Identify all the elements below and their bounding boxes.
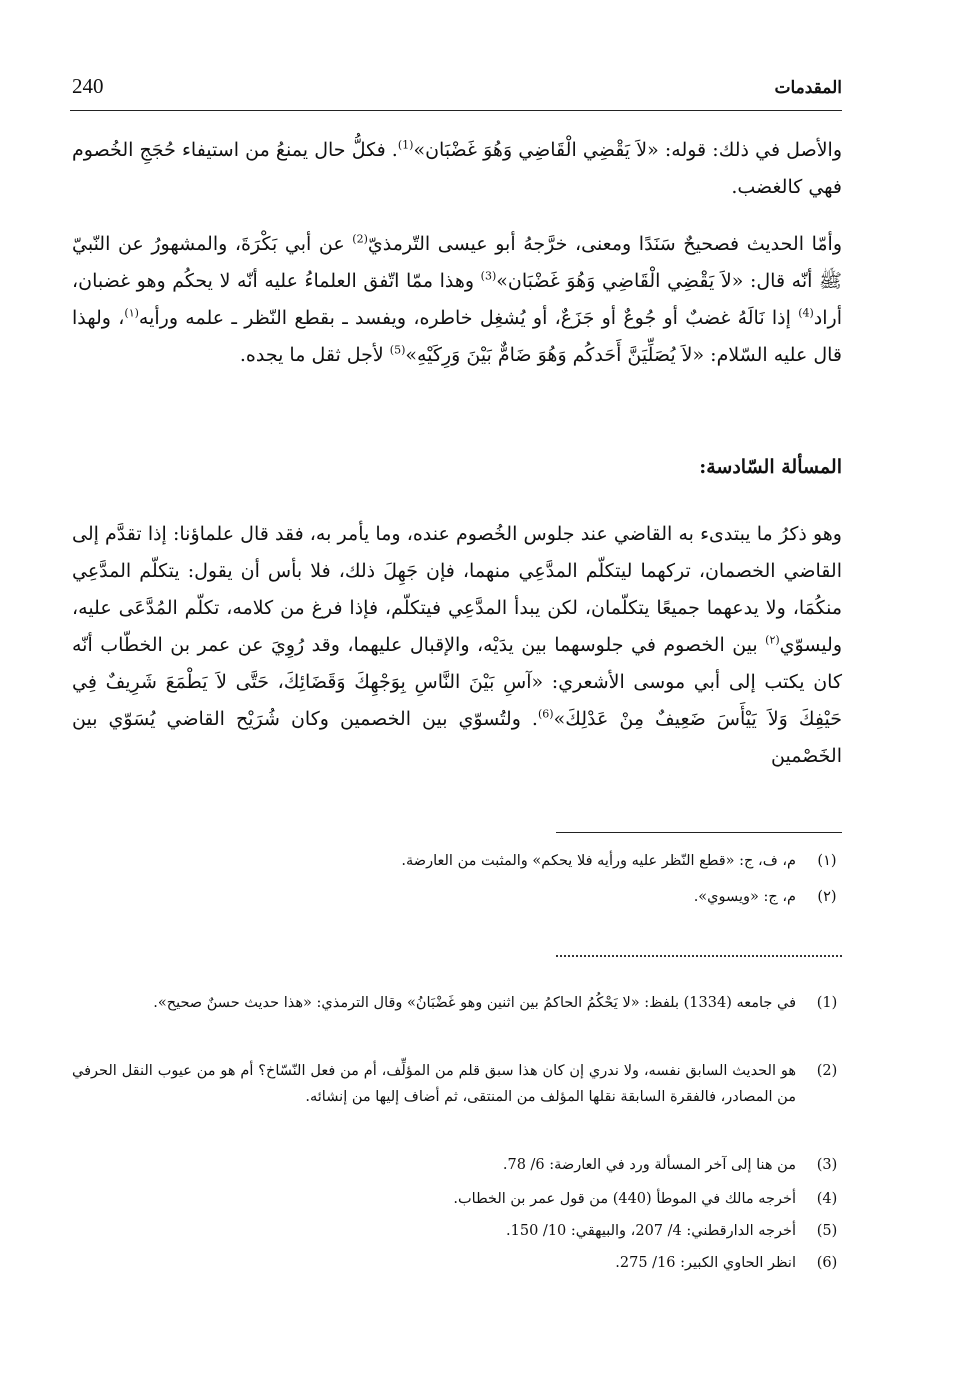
apparatus-ref-1[interactable]: (١): [124, 306, 139, 320]
footnote-text: في جامعه (1334) بلفظ: «لا يَحْكُمُ الحاكمُ بين اثنين وهو غَضْبَانُ» وقال الترمذي: «هذا حديث حسنٌ صحيح».: [153, 995, 796, 1011]
footnote-ref-3[interactable]: (3): [480, 269, 497, 283]
apparatus-note: [72, 848, 842, 874]
apparatus-number: (٢): [817, 889, 837, 905]
header-rule: [70, 110, 842, 111]
page-number: 240: [72, 74, 104, 98]
footnote: [72, 1058, 842, 1110]
footnote-ref-2[interactable]: (2): [352, 232, 368, 246]
footnote: [72, 1186, 842, 1212]
footnote-text: أخرجه الدارقطني: 4/ 207، والبيهقي: 10/ 150.: [506, 1223, 796, 1239]
apparatus-number: (١): [817, 853, 837, 869]
footnote-text: هو الحديث السابق نفسه، ولا ندري إن كان هذا سبق قلم من المؤلِّف، أم من فعل النّسّاخ؟ أم هو من عيوب النقل الحرفي من المصادر، فالفقرة السابقة نقلها المؤلف من المنتقى، ثم أضاف إليها من إنشائه.: [72, 1063, 796, 1105]
para2-text-f: لأجل ثقل ما يجده.: [239, 344, 390, 366]
para2-text-b: عن أبي بَكْرَةَ، والمشهورُ عن النّبيّ ﷺ أنّه قال: «لاَ يَقْضِي الْقَاضِي وَهُوَ غَضْبَان»: [72, 233, 842, 292]
running-title: المقدمات: [774, 78, 842, 98]
footnote: [72, 1250, 842, 1276]
footnote-ref-5[interactable]: (5): [389, 343, 406, 357]
paragraph-2: [72, 226, 842, 374]
footnote-ref-1[interactable]: (1): [397, 138, 414, 152]
footnote-number: (6): [816, 1255, 838, 1271]
para2-text-a: وأمّا الحديث فصحيحٌ سَنَدًا ومعنى، خرَّجهُ أبو عيسى التّرمذيّ: [367, 233, 842, 255]
para3-text-c: . ولتُسوّي بين الخصمين وكان شُرَيْح القاضي يُسَوّي بين الخَصْمين: [72, 708, 842, 767]
footnote-text: أخرجه مالك في الموطأ (440) من قول عمر بن الخطاب.: [453, 1191, 796, 1207]
footnote-ref-6[interactable]: (6): [537, 707, 554, 721]
para2-text-c: وهذا ممّا اتّفق العلماءُ عليه أنّه لا يحكُم وهو غضبان، أراد: [72, 270, 842, 329]
footnote-number: (3): [816, 1157, 838, 1173]
footnote-number: (5): [816, 1223, 838, 1239]
footnote-separator: [556, 955, 842, 957]
para3-text-b: بين الخصوم في جلوسهما بين يدَيْه، والإقبال عليهما، وقد رُوِيَ عن عمر بن الخطّاب أنّه كان يكتب إلى أبي موسى الأشعري: «آسِ بَيْنَ النَّاسِ بِوَجْهِكَ وَقَضَائِكَ، حَتَّى لاَ يَطْمَعَ شَرِيفٌ فِي حَيْفِكَ وَلاَ يَيْأَسَ ضَعِيفٌ مِنْ عَدْلِكَ»: [72, 634, 843, 730]
footnote-number: (1): [816, 995, 838, 1011]
apparatus-text: م، ف، ج: «قطع النّظر عليه ورأيه فلا يحكم» والمثبت من العارضة.: [401, 853, 796, 869]
footnote: [72, 990, 842, 1016]
apparatus-text: م، ج: «ويسوي».: [693, 889, 796, 905]
paragraph-1: [72, 132, 842, 206]
paragraph-3: [72, 516, 842, 775]
footnote-number: (4): [816, 1191, 838, 1207]
footnote-text: من هنا إلى آخر المسألة ورد في العارضة: 6/ 78.: [502, 1157, 796, 1173]
para2-text-d: إذا نَالَهُ غضبٌ أو جُوعٌ أو جَزَعٌ، أو يُشغِل خاطره، ويفسد ـ بقطع النّظر ـ علمه ورأيه: [138, 307, 799, 329]
footnote-number: (2): [816, 1063, 838, 1079]
apparatus-rule: [556, 832, 842, 833]
para2-text-e: ، ولهذا قال عليه السّلام: «لاَ يُصَلِّيَنَّ أَحَدكُم وَهُوَ ضَامٌّ بَيْنَ وَرِكَيْهِ»: [72, 307, 842, 366]
section-heading: المسألة السّادسة:: [699, 456, 842, 478]
footnote: [72, 1218, 842, 1244]
footnote-ref-4[interactable]: (4): [798, 306, 814, 320]
apparatus-ref-2[interactable]: (٢): [765, 633, 780, 647]
para1-text: والأصل في ذلك: قوله: «لاَ يَقْضِي الْقَاضِي وَهُوَ غَضْبَان»: [413, 139, 842, 161]
footnote-text: انظر الحاوي الكبير: 16/ 275.: [615, 1255, 796, 1271]
para1-cont: . فكلُّ حال يمنعُ من استيفاء حُجَجِ الخُصوم فهي كالغضب.: [72, 139, 842, 198]
footnote: [72, 1152, 842, 1178]
apparatus-note: [72, 884, 842, 910]
para3-text-a: وهو ذكرُ ما يبتدىء به القاضي عند جلوس الخُصوم عنده، وما يأمر به، فقد قال علماؤنا: إذا تقدَّم إلى القاضي الخصمان، تركهما ليتكلّم المدَّعِي منهما، فإن جَهِلَ ذلك، فلا بأس أن يقول: يتكلّم المدَّعِي منكُمَا، ولا يدعهما جميعًا يتكلّمان، لكن يبدأ المدَّعِي فيتكلّم، فإذا فرغ من كلامه، تكلّم المُدَّعَى عليه، وليسوّي: [72, 523, 842, 656]
